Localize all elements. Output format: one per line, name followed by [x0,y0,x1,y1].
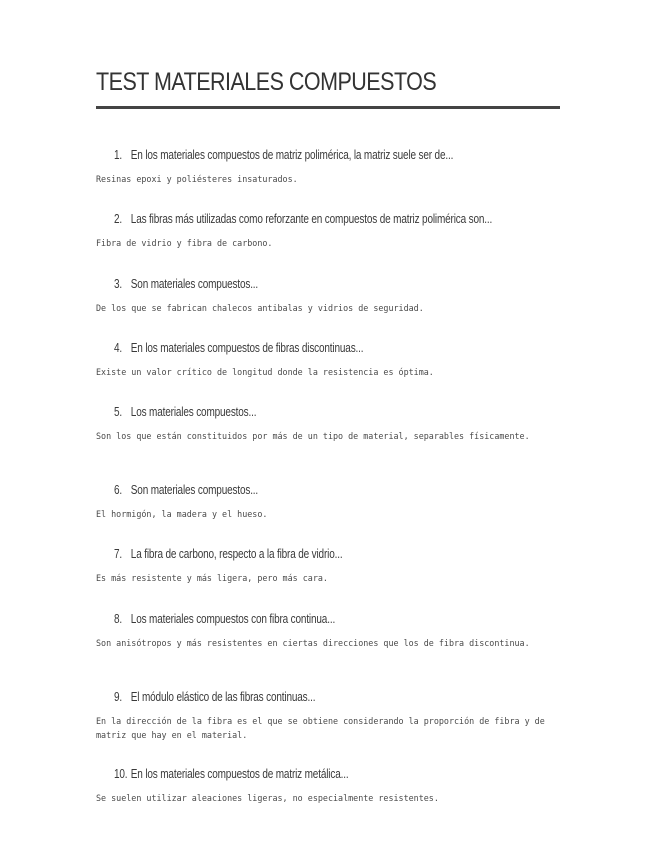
question-number: 5. [114,405,123,419]
question-item-6 [96,482,560,521]
answer-text: De los que se fabrican chalecos antibalas y vidrios de seguridad. [96,303,424,313]
question-number: 2. [114,212,123,226]
question-label: Son materiales compuestos... [130,483,259,497]
question-item-9 [96,689,560,742]
question-label: El módulo elástico de las fibras continuas... [130,690,316,704]
question-number: 3. [114,277,123,291]
question-item-5 [96,404,560,443]
question-label: En los materiales compuestos de fibras discontinuas... [130,341,364,355]
question-text [114,211,493,227]
title-divider [96,106,560,109]
question-number: 10. [114,767,128,781]
question-label: La fibra de carbono, respecto a la fibra de vidrio... [130,547,343,561]
question-label: Los materiales compuestos... [130,405,257,419]
question-number: 1. [114,148,123,162]
question-number: 7. [114,547,123,561]
question-text [114,611,471,627]
question-text [114,482,471,498]
answer-text: Existe un valor crítico de longitud donde la resistencia es óptima. [96,367,434,377]
question-text [114,404,471,420]
question-text [114,276,471,292]
answer-text: En la dirección de la fibra es el que se obtiene considerando la proporción de fibra y de matriz que hay en el material. [96,716,545,740]
question-item-10 [96,766,560,805]
question-number: 8. [114,612,123,626]
question-number: 4. [114,341,123,355]
question-text [114,340,471,356]
question-text [114,689,471,705]
answer-text: El hormigón, la madera y el hueso. [96,509,268,519]
document-title: TEST MATERIALES COMPUESTOS [96,68,437,96]
question-label: En los materiales compuestos de matriz metálica... [130,767,349,781]
question-item-1 [96,147,560,186]
question-item-3 [96,276,560,315]
question-item-2 [96,211,560,250]
question-text [114,546,471,562]
answer-text: Son anisótropos y más resistentes en ciertas direcciones que los de fibra discontinua. [96,638,530,648]
question-label: En los materiales compuestos de matriz polimérica, la matriz suele ser de... [130,148,454,162]
answer-text: Son los que están constituidos por más de un tipo de material, separables físicamente. [96,431,530,441]
question-item-7 [96,546,560,585]
question-number: 6. [114,483,123,497]
answer-text: Se suelen utilizar aleaciones ligeras, no especialmente resistentes. [96,793,439,803]
answer-text: Es más resistente y más ligera, pero más cara. [96,573,328,583]
question-text [114,147,471,163]
question-label: Los materiales compuestos con fibra continua... [130,612,336,626]
question-text [114,766,471,782]
answer-text: Fibra de vidrio y fibra de carbono. [96,238,273,248]
question-number: 9. [114,690,123,704]
answer-text: Resinas epoxi y poliésteres insaturados. [96,174,298,184]
question-item-4 [96,340,560,379]
question-item-8 [96,611,560,650]
question-label: Son materiales compuestos... [130,277,259,291]
question-label: Las fibras más utilizadas como reforzante en compuestos de matriz polimérica son... [130,212,493,226]
